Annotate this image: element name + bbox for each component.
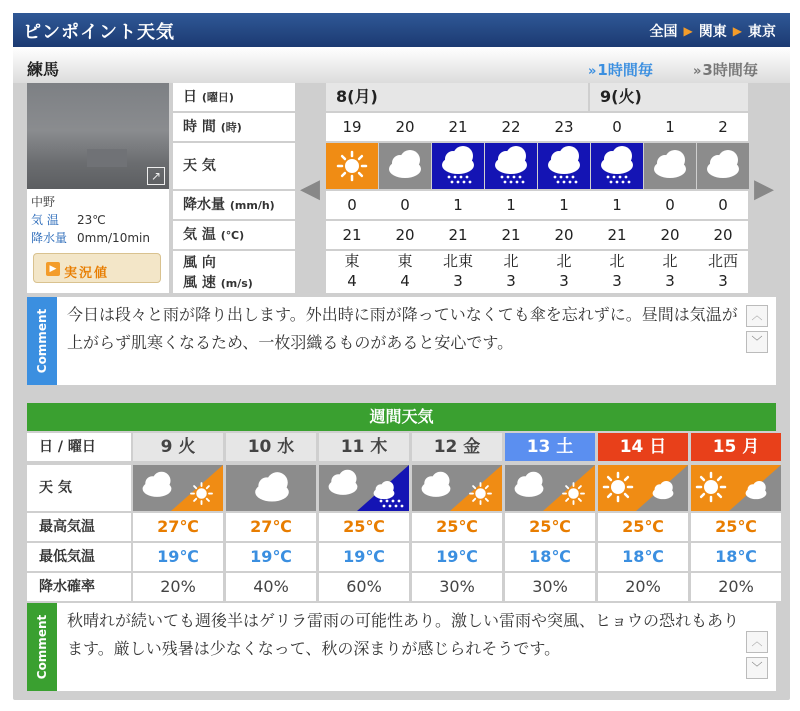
hour-wind-dir: 東 xyxy=(344,252,360,270)
hour-time: 19 xyxy=(342,118,362,136)
hour-wind-speed: 3 xyxy=(506,272,516,290)
hour-temp: 21 xyxy=(448,226,468,244)
comment-tag xyxy=(27,297,57,385)
date-row xyxy=(326,83,748,111)
obs-rain-row xyxy=(31,229,150,246)
hourly-forecast-grid xyxy=(326,83,748,293)
double-chevron-icon: » xyxy=(693,64,702,79)
scroll-down-icon[interactable]: ﹀ xyxy=(746,331,768,353)
sunny-cloudy-icon xyxy=(598,465,688,511)
week-day-label: 10 水 xyxy=(226,433,316,461)
week-day-label: 12 金 xyxy=(412,433,502,461)
comment-text: 秋晴れが続いても週後半はゲリラ雷雨の可能性あり。激しい雷雨や突風、ヒョウの恐れもあります。厳しい残暑は少なくなって、秋の深まりが感じられそうです。 xyxy=(67,611,740,658)
city-name: 練馬 xyxy=(27,60,60,79)
rain-icon xyxy=(432,143,484,189)
weekly-label-day: 日 / 曜日 xyxy=(27,433,131,461)
cloudy-rain-icon xyxy=(319,465,409,511)
hour-time: 0 xyxy=(612,118,622,136)
week-high-temp: 27℃ xyxy=(133,513,223,541)
label-time xyxy=(173,113,295,141)
week-precip-prob: 20% xyxy=(598,573,688,601)
cloudy-icon xyxy=(226,465,316,511)
hour-temp: 20 xyxy=(395,226,415,244)
comment-box-today xyxy=(27,297,776,385)
hour-time: 20 xyxy=(395,118,415,136)
comment-box-week xyxy=(27,603,776,691)
hour-time: 2 xyxy=(718,118,728,136)
sunny-icon xyxy=(326,143,378,189)
location-bar xyxy=(13,47,790,83)
chevron-right-icon: ▶ xyxy=(683,24,693,38)
hour-time: 23 xyxy=(554,118,574,136)
week-day-label: 15 月 xyxy=(691,433,781,461)
hour-temp: 21 xyxy=(342,226,362,244)
week-precip-prob: 60% xyxy=(319,573,409,601)
week-precip-prob: 20% xyxy=(133,573,223,601)
week-precip-prob: 40% xyxy=(226,573,316,601)
obs-temp-row xyxy=(31,211,106,228)
hour-wind-dir: 東 xyxy=(397,252,413,270)
label-precip-sub: (mm/h) xyxy=(229,199,275,212)
hourly-3h-label: 3時間毎 xyxy=(702,61,758,79)
date-cell: 8(月) xyxy=(326,83,588,111)
hour-time: 21 xyxy=(448,118,468,136)
rain-icon xyxy=(591,143,643,189)
label-wind xyxy=(173,251,295,293)
label-weather: 天 気 xyxy=(173,143,295,189)
week-low-temp: 18℃ xyxy=(691,543,781,571)
cloudy-icon xyxy=(697,143,749,189)
breadcrumb-tokyo[interactable]: 東京 xyxy=(748,24,776,40)
hour-precip: 1 xyxy=(612,196,622,214)
obs-temp-label: 気 温 xyxy=(31,213,59,227)
station-name: 中野 xyxy=(31,195,56,209)
weekly-label-precip: 降水確率 xyxy=(27,573,131,601)
sunny-cloudy-icon xyxy=(691,465,781,511)
next-arrow-icon[interactable]: ▶ xyxy=(754,174,774,204)
hour-wind-speed: 3 xyxy=(453,272,463,290)
week-low-temp: 19℃ xyxy=(133,543,223,571)
cloudy-sunny-icon xyxy=(412,465,502,511)
hour-time: 22 xyxy=(501,118,521,136)
live-values-label: 実況値 xyxy=(64,266,110,281)
live-observation-panel xyxy=(27,189,169,293)
hour-precip: 0 xyxy=(718,196,728,214)
widget-title: ピンポイント天気 xyxy=(23,22,175,43)
breadcrumb xyxy=(650,21,776,41)
date-cell: 9(火) xyxy=(590,83,748,111)
weekly-label-low: 最低気温 xyxy=(27,543,131,571)
hour-precip: 0 xyxy=(665,196,675,214)
widget-header xyxy=(13,13,790,47)
obs-rain-value: 0mm/10min xyxy=(77,231,150,245)
comment-text: 今日は段々と雨が降り出します。外出時に雨が降っていなくても傘を忘れずに。昼間は気温が上がらず肌寒くなるため、一枚羽織るものがあると安心です。 xyxy=(67,305,738,352)
rain-icon xyxy=(485,143,537,189)
hour-temp: 20 xyxy=(554,226,574,244)
hour-wind-speed: 3 xyxy=(665,272,675,290)
label-date xyxy=(173,83,295,111)
hour-wind-dir: 北 xyxy=(662,252,678,270)
hour-wind-dir: 北 xyxy=(609,252,625,270)
expand-icon[interactable]: ↗ xyxy=(147,167,165,185)
label-wind-speed: 風 速 xyxy=(183,275,216,291)
scroll-up-icon[interactable]: ︿ xyxy=(746,631,768,653)
hour-temp: 21 xyxy=(501,226,521,244)
hour-precip: 1 xyxy=(559,196,569,214)
cloudy-sunny-icon xyxy=(133,465,223,511)
week-day-label: 13 土 xyxy=(505,433,595,461)
weather-widget xyxy=(13,13,790,700)
week-high-temp: 25℃ xyxy=(598,513,688,541)
comment-tag-label: Comment xyxy=(35,308,49,374)
play-icon: ▶ xyxy=(46,262,60,276)
week-precip-prob: 30% xyxy=(412,573,502,601)
double-chevron-icon: » xyxy=(588,64,597,79)
label-wind-dir: 風 向 xyxy=(183,255,216,271)
week-high-temp: 25℃ xyxy=(505,513,595,541)
week-high-temp: 27℃ xyxy=(226,513,316,541)
week-low-temp: 18℃ xyxy=(598,543,688,571)
scroll-up-icon[interactable]: ︿ xyxy=(746,305,768,327)
comment-tag xyxy=(27,603,57,691)
week-low-temp: 18℃ xyxy=(505,543,595,571)
live-camera-image[interactable] xyxy=(27,83,169,189)
week-precip-prob: 30% xyxy=(505,573,595,601)
hour-wind-dir: 北 xyxy=(556,252,572,270)
scroll-down-icon[interactable]: ﹀ xyxy=(746,657,768,679)
hour-temp: 20 xyxy=(660,226,680,244)
week-precip-prob: 20% xyxy=(691,573,781,601)
label-temp xyxy=(173,221,295,249)
hour-wind-speed: 3 xyxy=(559,272,569,290)
hour-wind-speed: 4 xyxy=(347,272,357,290)
hour-precip: 1 xyxy=(506,196,516,214)
label-temp-text: 気 温 xyxy=(183,227,216,243)
obs-rain-label: 降水量 xyxy=(31,231,68,245)
label-wind-sub: (m/s) xyxy=(220,277,253,290)
live-values-button[interactable] xyxy=(33,253,161,283)
hourly-1h-button[interactable] xyxy=(588,59,653,80)
week-high-temp: 25℃ xyxy=(691,513,781,541)
week-day-label: 14 日 xyxy=(598,433,688,461)
hour-wind-dir: 北東 xyxy=(442,252,473,270)
cloudy-icon xyxy=(644,143,696,189)
breadcrumb-kanto[interactable]: 関東 xyxy=(698,24,727,40)
hour-precip: 0 xyxy=(347,196,357,214)
comment-tag-label: Comment xyxy=(35,614,49,680)
hourly-1h-label: 1時間毎 xyxy=(597,61,653,79)
week-day-label: 9 火 xyxy=(133,433,223,461)
hour-time: 1 xyxy=(665,118,675,136)
week-low-temp: 19℃ xyxy=(226,543,316,571)
obs-temp-value: 23℃ xyxy=(77,213,106,227)
hour-wind-dir: 北 xyxy=(503,252,519,270)
label-date-sub: (曜日) xyxy=(201,91,234,104)
label-date-text: 日 xyxy=(183,89,197,105)
hour-temp: 21 xyxy=(607,226,627,244)
hour-precip: 1 xyxy=(453,196,463,214)
label-time-text: 時 間 xyxy=(183,119,216,135)
week-low-temp: 19℃ xyxy=(319,543,409,571)
weekly-title: 週間天気 xyxy=(27,403,776,431)
hour-wind-speed: 3 xyxy=(612,272,622,290)
label-precip-text: 降水量 xyxy=(183,197,225,213)
chevron-right-icon: ▶ xyxy=(732,24,742,38)
prev-arrow-icon[interactable]: ◀ xyxy=(300,174,320,204)
camera-scene xyxy=(87,149,127,167)
weekly-label-high: 最高気温 xyxy=(27,513,131,541)
weekly-label-weather: 天 気 xyxy=(27,465,131,511)
label-temp-sub: (℃) xyxy=(220,229,245,242)
rain-icon xyxy=(538,143,590,189)
hourly-3h-button[interactable] xyxy=(693,59,758,80)
label-precip xyxy=(173,191,295,219)
hour-precip: 0 xyxy=(400,196,410,214)
week-high-temp: 25℃ xyxy=(412,513,502,541)
hour-temp: 20 xyxy=(713,226,733,244)
week-day-label: 11 木 xyxy=(319,433,409,461)
label-time-sub: (時) xyxy=(220,121,242,134)
week-low-temp: 19℃ xyxy=(412,543,502,571)
hour-wind-speed: 4 xyxy=(400,272,410,290)
hour-wind-speed: 3 xyxy=(718,272,728,290)
cloudy-icon xyxy=(379,143,431,189)
hour-wind-dir: 北西 xyxy=(707,252,738,270)
week-high-temp: 25℃ xyxy=(319,513,409,541)
breadcrumb-national[interactable]: 全国 xyxy=(649,24,678,40)
cloudy-sunny-icon xyxy=(505,465,595,511)
